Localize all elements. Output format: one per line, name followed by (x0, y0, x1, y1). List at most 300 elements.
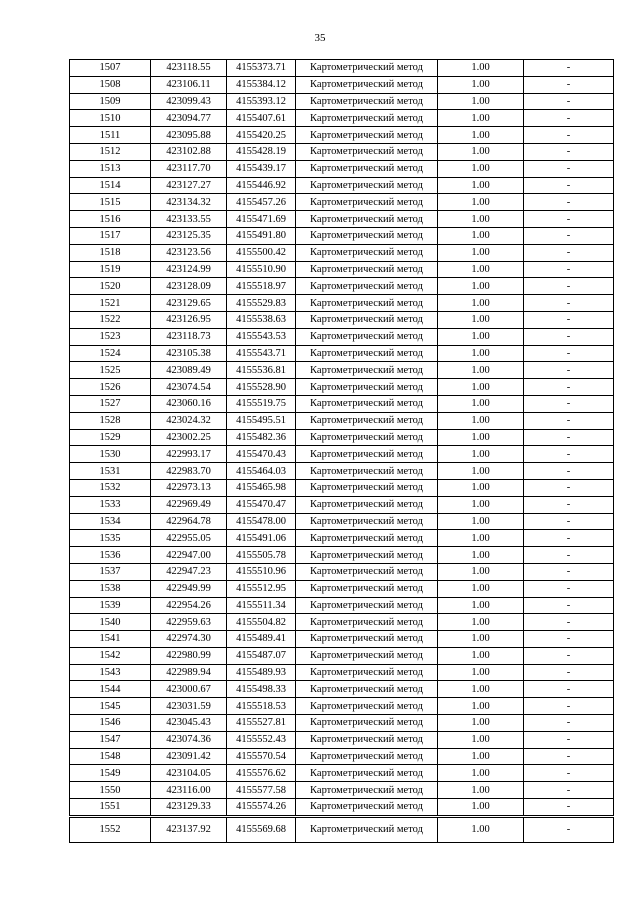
y-coordinate-cell: 4155393.12 (227, 93, 296, 110)
method-cell: Картометрический метод (296, 261, 438, 278)
point-number-cell: 1545 (70, 698, 151, 715)
table-row (70, 698, 614, 715)
method-cell: Картометрический метод (296, 698, 438, 715)
y-coordinate-cell: 4155457.26 (227, 194, 296, 211)
method-cell: Картометрический метод (296, 395, 438, 412)
table-row (70, 311, 614, 328)
method-cell: Картометрический метод (296, 681, 438, 698)
table-row (70, 547, 614, 564)
point-number-cell: 1533 (70, 496, 151, 513)
y-coordinate-cell: 4155464.03 (227, 463, 296, 480)
method-cell: Картометрический метод (296, 412, 438, 429)
y-coordinate-cell: 4155505.78 (227, 547, 296, 564)
description-cell: - (524, 244, 614, 261)
accuracy-cell: 1.00 (438, 227, 524, 244)
description-cell: - (524, 698, 614, 715)
point-number-cell: 1549 (70, 765, 151, 782)
method-cell: Картометрический метод (296, 93, 438, 110)
x-coordinate-cell: 423099.43 (151, 93, 227, 110)
accuracy-cell: 1.00 (438, 379, 524, 396)
table-row (70, 127, 614, 144)
y-coordinate-cell: 4155527.81 (227, 715, 296, 732)
table-row (70, 664, 614, 681)
point-number-cell: 1520 (70, 278, 151, 295)
point-number-cell: 1514 (70, 177, 151, 194)
table-row (70, 765, 614, 782)
accuracy-cell: 1.00 (438, 748, 524, 765)
description-cell: - (524, 194, 614, 211)
x-coordinate-cell: 423118.55 (151, 60, 227, 77)
description-cell: - (524, 379, 614, 396)
x-coordinate-cell: 422959.63 (151, 614, 227, 631)
method-cell: Картометрический метод (296, 647, 438, 664)
y-coordinate-cell: 4155491.80 (227, 227, 296, 244)
point-number-cell: 1530 (70, 446, 151, 463)
coordinates-table (69, 59, 614, 843)
y-coordinate-cell: 4155489.93 (227, 664, 296, 681)
coordinates-table-body (70, 60, 614, 843)
x-coordinate-cell: 422947.00 (151, 547, 227, 564)
accuracy-cell: 1.00 (438, 93, 524, 110)
description-cell: - (524, 799, 614, 817)
table-row (70, 379, 614, 396)
y-coordinate-cell: 4155491.06 (227, 530, 296, 547)
table-row (70, 211, 614, 228)
description-cell: - (524, 395, 614, 412)
x-coordinate-cell: 422947.23 (151, 563, 227, 580)
point-number-cell: 1547 (70, 731, 151, 748)
description-cell: - (524, 547, 614, 564)
table-row (70, 513, 614, 530)
description-cell: - (524, 513, 614, 530)
y-coordinate-cell: 4155569.68 (227, 816, 296, 842)
y-coordinate-cell: 4155538.63 (227, 311, 296, 328)
y-coordinate-cell: 4155510.90 (227, 261, 296, 278)
x-coordinate-cell: 422974.30 (151, 631, 227, 648)
point-number-cell: 1541 (70, 631, 151, 648)
accuracy-cell: 1.00 (438, 799, 524, 817)
page-number: 35 (314, 32, 326, 44)
method-cell: Картометрический метод (296, 496, 438, 513)
point-number-cell: 1543 (70, 664, 151, 681)
method-cell: Картометрический метод (296, 580, 438, 597)
description-cell: - (524, 362, 614, 379)
accuracy-cell: 1.00 (438, 328, 524, 345)
point-number-cell: 1528 (70, 412, 151, 429)
point-number-cell: 1516 (70, 211, 151, 228)
accuracy-cell: 1.00 (438, 143, 524, 160)
method-cell: Картометрический метод (296, 278, 438, 295)
table-row (70, 597, 614, 614)
accuracy-cell: 1.00 (438, 731, 524, 748)
method-cell: Картометрический метод (296, 765, 438, 782)
accuracy-cell: 1.00 (438, 110, 524, 127)
point-number-cell: 1531 (70, 463, 151, 480)
point-number-cell: 1527 (70, 395, 151, 412)
description-cell: - (524, 60, 614, 77)
table-row (70, 227, 614, 244)
accuracy-cell: 1.00 (438, 60, 524, 77)
description-cell: - (524, 446, 614, 463)
point-number-cell: 1508 (70, 76, 151, 93)
y-coordinate-cell: 4155552.43 (227, 731, 296, 748)
method-cell: Картометрический метод (296, 816, 438, 842)
y-coordinate-cell: 4155529.83 (227, 295, 296, 312)
point-number-cell: 1524 (70, 345, 151, 362)
description-cell: - (524, 177, 614, 194)
accuracy-cell: 1.00 (438, 715, 524, 732)
y-coordinate-cell: 4155518.53 (227, 698, 296, 715)
method-cell: Картометрический метод (296, 211, 438, 228)
accuracy-cell: 1.00 (438, 597, 524, 614)
method-cell: Картометрический метод (296, 513, 438, 530)
point-number-cell: 1517 (70, 227, 151, 244)
x-coordinate-cell: 423116.00 (151, 782, 227, 799)
method-cell: Картометрический метод (296, 311, 438, 328)
x-coordinate-cell: 423133.55 (151, 211, 227, 228)
description-cell: - (524, 261, 614, 278)
accuracy-cell: 1.00 (438, 782, 524, 799)
description-cell: - (524, 110, 614, 127)
description-cell: - (524, 816, 614, 842)
x-coordinate-cell: 422955.05 (151, 530, 227, 547)
table-row (70, 446, 614, 463)
table-row (70, 76, 614, 93)
x-coordinate-cell: 423129.65 (151, 295, 227, 312)
description-cell: - (524, 731, 614, 748)
accuracy-cell: 1.00 (438, 479, 524, 496)
y-coordinate-cell: 4155543.71 (227, 345, 296, 362)
description-cell: - (524, 412, 614, 429)
y-coordinate-cell: 4155504.82 (227, 614, 296, 631)
method-cell: Картометрический метод (296, 60, 438, 77)
table-row (70, 177, 614, 194)
table-row (70, 563, 614, 580)
table-row (70, 60, 614, 77)
x-coordinate-cell: 423124.99 (151, 261, 227, 278)
table-row (70, 748, 614, 765)
x-coordinate-cell: 423074.54 (151, 379, 227, 396)
accuracy-cell: 1.00 (438, 563, 524, 580)
table-row (70, 715, 614, 732)
accuracy-cell: 1.00 (438, 244, 524, 261)
y-coordinate-cell: 4155428.19 (227, 143, 296, 160)
point-number-cell: 1511 (70, 127, 151, 144)
x-coordinate-cell: 423128.09 (151, 278, 227, 295)
table-row (70, 681, 614, 698)
point-number-cell: 1538 (70, 580, 151, 597)
table-row (70, 530, 614, 547)
y-coordinate-cell: 4155489.41 (227, 631, 296, 648)
method-cell: Картометрический метод (296, 631, 438, 648)
description-cell: - (524, 127, 614, 144)
point-number-cell: 1539 (70, 597, 151, 614)
method-cell: Картометрический метод (296, 664, 438, 681)
method-cell: Картометрический метод (296, 731, 438, 748)
point-number-cell: 1512 (70, 143, 151, 160)
point-number-cell: 1537 (70, 563, 151, 580)
description-cell: - (524, 647, 614, 664)
x-coordinate-cell: 422980.99 (151, 647, 227, 664)
point-number-cell: 1552 (70, 816, 151, 842)
point-number-cell: 1518 (70, 244, 151, 261)
method-cell: Картометрический метод (296, 547, 438, 564)
accuracy-cell: 1.00 (438, 278, 524, 295)
y-coordinate-cell: 4155373.71 (227, 60, 296, 77)
accuracy-cell: 1.00 (438, 580, 524, 597)
accuracy-cell: 1.00 (438, 160, 524, 177)
y-coordinate-cell: 4155543.53 (227, 328, 296, 345)
accuracy-cell: 1.00 (438, 412, 524, 429)
x-coordinate-cell: 423117.70 (151, 160, 227, 177)
method-cell: Картометрический метод (296, 194, 438, 211)
table-row (70, 631, 614, 648)
table-row (70, 647, 614, 664)
point-number-cell: 1550 (70, 782, 151, 799)
point-number-cell: 1542 (70, 647, 151, 664)
description-cell: - (524, 715, 614, 732)
accuracy-cell: 1.00 (438, 816, 524, 842)
point-number-cell: 1525 (70, 362, 151, 379)
x-coordinate-cell: 423126.95 (151, 311, 227, 328)
point-number-cell: 1548 (70, 748, 151, 765)
method-cell: Картометрический метод (296, 614, 438, 631)
table-row (70, 328, 614, 345)
table-row (70, 479, 614, 496)
x-coordinate-cell: 423104.05 (151, 765, 227, 782)
x-coordinate-cell: 422954.26 (151, 597, 227, 614)
x-coordinate-cell: 423134.32 (151, 194, 227, 211)
point-number-cell: 1519 (70, 261, 151, 278)
x-coordinate-cell: 423074.36 (151, 731, 227, 748)
y-coordinate-cell: 4155528.90 (227, 379, 296, 396)
x-coordinate-cell: 423102.88 (151, 143, 227, 160)
point-number-cell: 1532 (70, 479, 151, 496)
accuracy-cell: 1.00 (438, 194, 524, 211)
point-number-cell: 1540 (70, 614, 151, 631)
y-coordinate-cell: 4155510.96 (227, 563, 296, 580)
point-number-cell: 1509 (70, 93, 151, 110)
x-coordinate-cell: 423137.92 (151, 816, 227, 842)
y-coordinate-cell: 4155577.58 (227, 782, 296, 799)
y-coordinate-cell: 4155570.54 (227, 748, 296, 765)
point-number-cell: 1515 (70, 194, 151, 211)
accuracy-cell: 1.00 (438, 295, 524, 312)
description-cell: - (524, 496, 614, 513)
x-coordinate-cell: 423095.88 (151, 127, 227, 144)
x-coordinate-cell: 422964.78 (151, 513, 227, 530)
table-row (70, 345, 614, 362)
method-cell: Картометрический метод (296, 244, 438, 261)
y-coordinate-cell: 4155384.12 (227, 76, 296, 93)
table-row (70, 278, 614, 295)
method-cell: Картометрический метод (296, 127, 438, 144)
method-cell: Картометрический метод (296, 479, 438, 496)
description-cell: - (524, 782, 614, 799)
x-coordinate-cell: 423123.56 (151, 244, 227, 261)
x-coordinate-cell: 423118.73 (151, 328, 227, 345)
point-number-cell: 1534 (70, 513, 151, 530)
y-coordinate-cell: 4155500.42 (227, 244, 296, 261)
method-cell: Картометрический метод (296, 463, 438, 480)
description-cell: - (524, 429, 614, 446)
point-number-cell: 1536 (70, 547, 151, 564)
description-cell: - (524, 345, 614, 362)
point-number-cell: 1535 (70, 530, 151, 547)
x-coordinate-cell: 423125.35 (151, 227, 227, 244)
description-cell: - (524, 160, 614, 177)
accuracy-cell: 1.00 (438, 647, 524, 664)
table-row (70, 614, 614, 631)
point-number-cell: 1513 (70, 160, 151, 177)
description-cell: - (524, 143, 614, 160)
point-number-cell: 1507 (70, 60, 151, 77)
method-cell: Картометрический метод (296, 563, 438, 580)
accuracy-cell: 1.00 (438, 496, 524, 513)
y-coordinate-cell: 4155420.25 (227, 127, 296, 144)
point-number-cell: 1522 (70, 311, 151, 328)
description-cell: - (524, 278, 614, 295)
accuracy-cell: 1.00 (438, 631, 524, 648)
point-number-cell: 1526 (70, 379, 151, 396)
method-cell: Картометрический метод (296, 362, 438, 379)
x-coordinate-cell: 423091.42 (151, 748, 227, 765)
description-cell: - (524, 580, 614, 597)
accuracy-cell: 1.00 (438, 614, 524, 631)
x-coordinate-cell: 423127.27 (151, 177, 227, 194)
description-cell: - (524, 597, 614, 614)
y-coordinate-cell: 4155487.07 (227, 647, 296, 664)
table-row (70, 799, 614, 817)
description-cell: - (524, 311, 614, 328)
accuracy-cell: 1.00 (438, 547, 524, 564)
description-cell: - (524, 681, 614, 698)
accuracy-cell: 1.00 (438, 395, 524, 412)
method-cell: Картометрический метод (296, 160, 438, 177)
accuracy-cell: 1.00 (438, 261, 524, 278)
y-coordinate-cell: 4155495.51 (227, 412, 296, 429)
table-row (70, 782, 614, 799)
description-cell: - (524, 748, 614, 765)
table-row (70, 93, 614, 110)
description-cell: - (524, 295, 614, 312)
y-coordinate-cell: 4155478.00 (227, 513, 296, 530)
method-cell: Картометрический метод (296, 597, 438, 614)
method-cell: Картометрический метод (296, 295, 438, 312)
accuracy-cell: 1.00 (438, 513, 524, 530)
table-row (70, 580, 614, 597)
description-cell: - (524, 664, 614, 681)
x-coordinate-cell: 422973.13 (151, 479, 227, 496)
point-number-cell: 1521 (70, 295, 151, 312)
table-row (70, 496, 614, 513)
table-row (70, 160, 614, 177)
accuracy-cell: 1.00 (438, 211, 524, 228)
table-row (70, 143, 614, 160)
accuracy-cell: 1.00 (438, 698, 524, 715)
method-cell: Картометрический метод (296, 799, 438, 817)
y-coordinate-cell: 4155465.98 (227, 479, 296, 496)
table-row (70, 463, 614, 480)
table-row (70, 362, 614, 379)
accuracy-cell: 1.00 (438, 362, 524, 379)
x-coordinate-cell: 423094.77 (151, 110, 227, 127)
x-coordinate-cell: 423060.16 (151, 395, 227, 412)
x-coordinate-cell: 423106.11 (151, 76, 227, 93)
y-coordinate-cell: 4155519.75 (227, 395, 296, 412)
description-cell: - (524, 765, 614, 782)
point-number-cell: 1510 (70, 110, 151, 127)
description-cell: - (524, 93, 614, 110)
description-cell: - (524, 76, 614, 93)
method-cell: Картометрический метод (296, 446, 438, 463)
table-row (70, 244, 614, 261)
y-coordinate-cell: 4155498.33 (227, 681, 296, 698)
description-cell: - (524, 211, 614, 228)
x-coordinate-cell: 423045.43 (151, 715, 227, 732)
description-cell: - (524, 463, 614, 480)
accuracy-cell: 1.00 (438, 76, 524, 93)
table-row (70, 261, 614, 278)
description-cell: - (524, 227, 614, 244)
y-coordinate-cell: 4155574.26 (227, 799, 296, 817)
method-cell: Картометрический метод (296, 110, 438, 127)
y-coordinate-cell: 4155446.92 (227, 177, 296, 194)
y-coordinate-cell: 4155511.34 (227, 597, 296, 614)
accuracy-cell: 1.00 (438, 463, 524, 480)
table-row (70, 412, 614, 429)
table-row (70, 110, 614, 127)
y-coordinate-cell: 4155470.43 (227, 446, 296, 463)
y-coordinate-cell: 4155470.47 (227, 496, 296, 513)
method-cell: Картометрический метод (296, 748, 438, 765)
method-cell: Картометрический метод (296, 782, 438, 799)
accuracy-cell: 1.00 (438, 177, 524, 194)
accuracy-cell: 1.00 (438, 345, 524, 362)
accuracy-cell: 1.00 (438, 530, 524, 547)
method-cell: Картометрический метод (296, 76, 438, 93)
accuracy-cell: 1.00 (438, 664, 524, 681)
y-coordinate-cell: 4155512.95 (227, 580, 296, 597)
accuracy-cell: 1.00 (438, 446, 524, 463)
y-coordinate-cell: 4155407.61 (227, 110, 296, 127)
accuracy-cell: 1.00 (438, 311, 524, 328)
point-number-cell: 1523 (70, 328, 151, 345)
y-coordinate-cell: 4155471.69 (227, 211, 296, 228)
method-cell: Картометрический метод (296, 143, 438, 160)
description-cell: - (524, 530, 614, 547)
table-row (70, 194, 614, 211)
x-coordinate-cell: 423031.59 (151, 698, 227, 715)
method-cell: Картометрический метод (296, 345, 438, 362)
x-coordinate-cell: 422949.99 (151, 580, 227, 597)
point-number-cell: 1551 (70, 799, 151, 817)
x-coordinate-cell: 422993.17 (151, 446, 227, 463)
accuracy-cell: 1.00 (438, 429, 524, 446)
description-cell: - (524, 614, 614, 631)
description-cell: - (524, 563, 614, 580)
point-number-cell: 1529 (70, 429, 151, 446)
x-coordinate-cell: 423002.25 (151, 429, 227, 446)
method-cell: Картометрический метод (296, 177, 438, 194)
method-cell: Картометрический метод (296, 227, 438, 244)
method-cell: Картометрический метод (296, 328, 438, 345)
accuracy-cell: 1.00 (438, 765, 524, 782)
description-cell: - (524, 631, 614, 648)
y-coordinate-cell: 4155576.62 (227, 765, 296, 782)
x-coordinate-cell: 423000.67 (151, 681, 227, 698)
x-coordinate-cell: 422969.49 (151, 496, 227, 513)
